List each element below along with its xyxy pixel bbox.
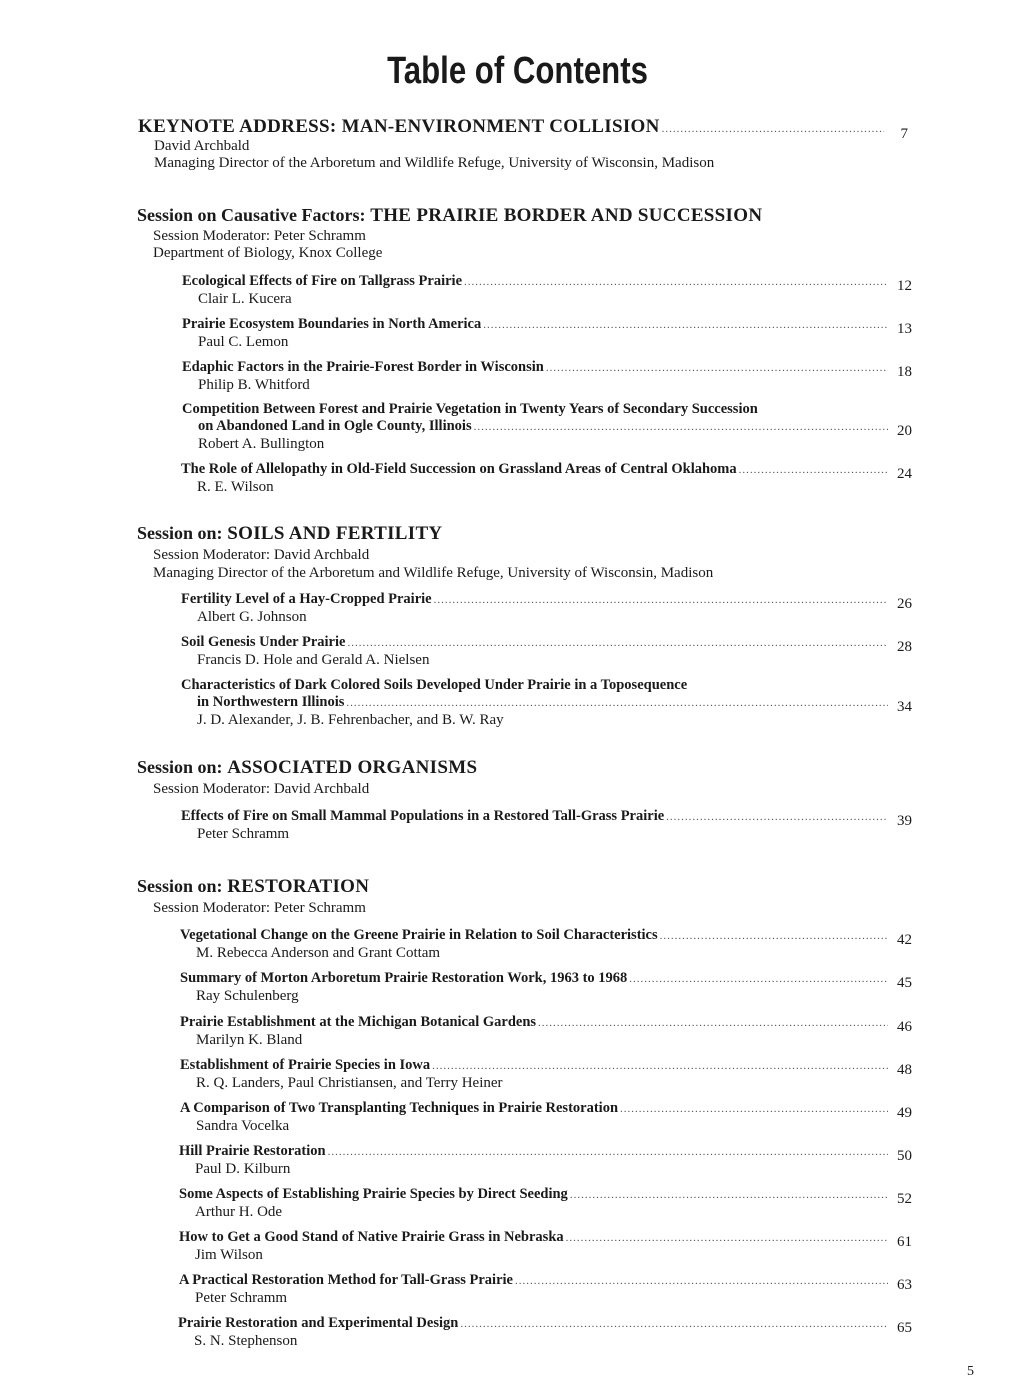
- page-ref: 48: [897, 1062, 912, 1078]
- toc-entry: [181, 808, 912, 842]
- toc-entry: [179, 1272, 912, 1306]
- toc-entry: [182, 401, 912, 452]
- leader-dots: [666, 809, 888, 826]
- session-prefix: Session on:: [137, 876, 223, 896]
- entry-title: Effects of Fire on Small Mammal Populations in a Restored Tall-Grass Prairie: [181, 808, 665, 824]
- toc-entry: [180, 1014, 912, 1048]
- leader-dots: [570, 1187, 888, 1204]
- entry-authors: Paul C. Lemon: [198, 334, 289, 350]
- entry-authors: Ray Schulenberg: [196, 988, 299, 1004]
- entry-title: Some Aspects of Establishing Prairie Species by Direct Seeding: [179, 1186, 568, 1202]
- leader-dots: [620, 1101, 888, 1118]
- leader-dots: [464, 274, 888, 291]
- keynote-block: [138, 116, 908, 172]
- toc-entry: [179, 1143, 912, 1177]
- session-topic: RESTORATION: [227, 876, 370, 897]
- page-ref: 50: [897, 1148, 912, 1164]
- page-ref: 42: [897, 932, 912, 948]
- entry-title: Soil Genesis Under Prairie: [181, 634, 346, 650]
- keynote-author: David Archbald: [154, 138, 250, 154]
- entry-title: How to Get a Good Stand of Native Prairie Grass in Nebraska: [179, 1229, 564, 1245]
- session-topic: ASSOCIATED ORGANISMS: [227, 757, 478, 778]
- session-moderator: Session Moderator: David Archbald: [153, 547, 370, 563]
- page-ref: 18: [897, 364, 912, 380]
- leader-dots: [434, 592, 888, 609]
- page-ref: 49: [897, 1105, 912, 1121]
- entry-authors: Peter Schramm: [195, 1290, 288, 1306]
- entry-title: Ecological Effects of Fire on Tallgrass Prairie: [182, 273, 463, 289]
- session-prefix: Session on:: [137, 523, 223, 543]
- entry-title: Vegetational Change on the Greene Prairie in Relation to Soil Characteristics: [180, 927, 658, 943]
- toc-entry: [179, 1186, 912, 1220]
- page-ref: 39: [897, 813, 912, 829]
- session-prefix: Session on:: [137, 757, 223, 777]
- leader-dots: [660, 928, 888, 945]
- entry-authors: Jim Wilson: [195, 1247, 263, 1263]
- leader-dots: [546, 360, 888, 377]
- entry-title: on Abandoned Land in Ogle County, Illinois: [198, 418, 472, 434]
- page-ref: 52: [897, 1191, 912, 1207]
- leader-dots: [566, 1230, 888, 1247]
- entry-title: Hill Prairie Restoration: [179, 1143, 326, 1159]
- entry-authors: Marilyn K. Bland: [196, 1032, 303, 1048]
- entry-title: The Role of Allelopathy in Old-Field Succession on Grassland Areas of Central Oklahoma: [181, 461, 737, 477]
- toc-entry: [180, 1100, 912, 1134]
- keynote-affiliation: Managing Director of the Arboretum and Wildlife Refuge, University of Wisconsin, Madison: [154, 155, 715, 171]
- entry-authors: Clair L. Kucera: [198, 291, 292, 307]
- entry-title-line1: Competition Between Forest and Prairie Vegetation in Twenty Years of Secondary Succession: [182, 401, 758, 417]
- entry-authors: Francis D. Hole and Gerald A. Nielsen: [197, 652, 430, 668]
- entry-title: Prairie Ecosystem Boundaries in North America: [182, 316, 482, 332]
- leader-dots: [474, 419, 888, 436]
- entry-authors: Arthur H. Ode: [195, 1204, 283, 1220]
- page-ref: 46: [897, 1019, 912, 1035]
- moderator-affiliation: Department of Biology, Knox College: [153, 245, 383, 261]
- leader-dots: [460, 1316, 888, 1333]
- toc-entry: [180, 970, 912, 1004]
- page-ref: 7: [900, 126, 908, 142]
- entry-authors: Albert G. Johnson: [197, 609, 307, 625]
- entry-title: Establishment of Prairie Species in Iowa: [180, 1057, 431, 1073]
- leader-dots: [629, 971, 888, 988]
- leader-dots: [483, 317, 888, 334]
- session-moderator: Session Moderator: David Archbald: [153, 781, 370, 797]
- toc-entry: [182, 273, 912, 307]
- entry-authors: Robert A. Bullington: [198, 436, 325, 452]
- session-topic: SOILS AND FERTILITY: [227, 523, 443, 544]
- page-ref: 24: [897, 466, 912, 482]
- keynote-title: KEYNOTE ADDRESS: MAN-ENVIRONMENT COLLISION: [138, 116, 660, 137]
- toc-entry: [181, 634, 912, 668]
- entry-title: Prairie Establishment at the Michigan Botanical Gardens: [180, 1014, 537, 1030]
- page-ref: 61: [897, 1234, 912, 1250]
- toc-entry: [180, 927, 912, 961]
- session-heading: [137, 205, 897, 227]
- entry-title: in Northwestern Illinois: [197, 694, 345, 710]
- entry-title: A Comparison of Two Transplanting Techniques in Prairie Restoration: [180, 1100, 619, 1116]
- toc-entry: [178, 1315, 912, 1349]
- entry-title: A Practical Restoration Method for Tall-Grass Prairie: [179, 1272, 513, 1288]
- entry-authors: J. D. Alexander, J. B. Fehrenbacher, and B. W. Ray: [197, 712, 504, 728]
- page-ref: 28: [897, 639, 912, 655]
- page-number: 5: [967, 1364, 974, 1379]
- entry-title: Prairie Restoration and Experimental Design: [178, 1315, 459, 1331]
- leader-dots: [739, 462, 888, 479]
- leader-dots: [347, 635, 888, 652]
- entry-title-line1: Characteristics of Dark Colored Soils Developed Under Prairie in a Toposequence: [181, 677, 688, 693]
- toc-entry: [181, 461, 912, 495]
- session-moderator: Session Moderator: Peter Schramm: [153, 900, 366, 916]
- page-ref: 13: [897, 321, 912, 337]
- page-ref: 26: [897, 596, 912, 612]
- leader-dots: [662, 123, 884, 135]
- entry-authors: S. N. Stephenson: [194, 1333, 298, 1349]
- page-title: Table of Contents: [387, 50, 648, 92]
- entry-authors: Philip B. Whitford: [198, 377, 310, 393]
- toc-entry: [182, 316, 912, 350]
- toc-entry: [181, 677, 912, 728]
- toc-entry: [182, 359, 912, 393]
- entry-authors: R. Q. Landers, Paul Christiansen, and Terry Heiner: [196, 1075, 503, 1091]
- leader-dots: [538, 1015, 888, 1032]
- page-ref: 63: [897, 1277, 912, 1293]
- page-ref: 20: [897, 423, 912, 439]
- session-topic: THE PRAIRIE BORDER AND SUCCESSION: [370, 205, 763, 226]
- leader-dots: [346, 695, 888, 712]
- page-ref: 65: [897, 1320, 912, 1336]
- entry-authors: Paul D. Kilburn: [195, 1161, 291, 1177]
- page-ref: 12: [897, 278, 912, 294]
- entry-authors: Sandra Vocelka: [196, 1118, 290, 1134]
- session-moderator: Session Moderator: Peter Schramm: [153, 228, 366, 244]
- entry-authors: Peter Schramm: [197, 826, 290, 842]
- moderator-affiliation: Managing Director of the Arboretum and Wildlife Refuge, University of Wisconsin, Madison: [153, 565, 714, 581]
- session-heading: [137, 757, 897, 779]
- entry-title: Summary of Morton Arboretum Prairie Restoration Work, 1963 to 1968: [180, 970, 628, 986]
- entry-authors: R. E. Wilson: [197, 479, 274, 495]
- session-heading: [137, 876, 897, 898]
- session-prefix: Session on Causative Factors:: [137, 205, 366, 225]
- leader-dots: [328, 1144, 888, 1161]
- page-ref: 45: [897, 975, 912, 991]
- leader-dots: [515, 1273, 888, 1290]
- entry-title: Fertility Level of a Hay-Cropped Prairie: [181, 591, 432, 607]
- leader-dots: [432, 1058, 888, 1075]
- page-ref: 34: [897, 699, 912, 715]
- entry-authors: M. Rebecca Anderson and Grant Cottam: [196, 945, 441, 961]
- entry-title: Edaphic Factors in the Prairie-Forest Border in Wisconsin: [182, 359, 544, 375]
- toc-entry: [181, 591, 912, 625]
- toc-entry: [179, 1229, 912, 1263]
- session-heading: [137, 523, 897, 545]
- toc-entry: [180, 1057, 912, 1091]
